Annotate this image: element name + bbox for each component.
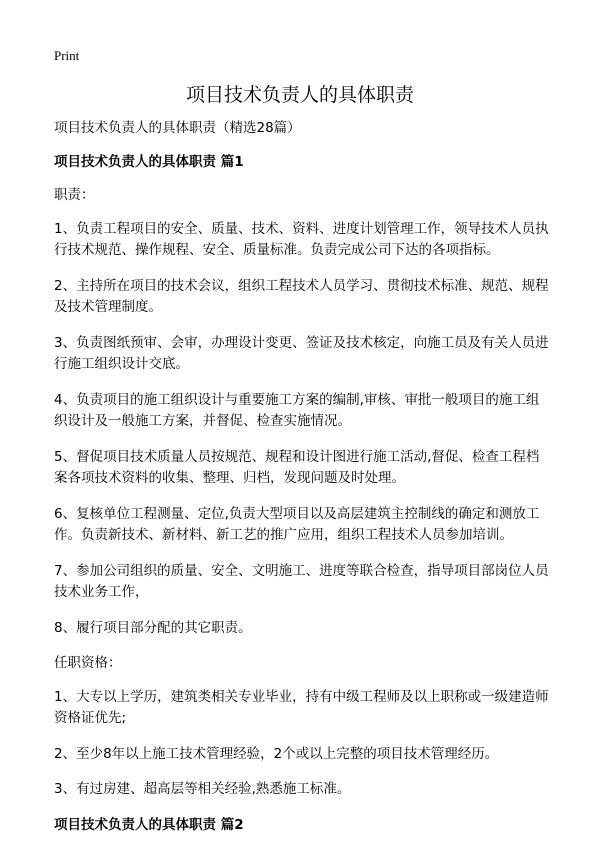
document-body — [54, 118, 549, 848]
duty-item: 2、主持所在项目的技术会议，组织工程技术人员学习、贯彻技术标准、规范、规程及技术管理制度。 — [54, 277, 549, 315]
qualification-item: 1、大专以上学历，建筑类相关专业毕业，持有中级工程师及以上职称或一级建造师资格证优先; — [54, 688, 549, 726]
duties-label: 职责： — [54, 187, 95, 203]
duty-item: 7、参加公司组织的质量、安全、文明施工、进度等联合检查，指导项目部岗位人员技术业务工作， — [54, 562, 549, 600]
section-heading: 项目技术负责人的具体职责 篇2 — [54, 816, 244, 833]
duty-item: 4、负责项目的施工组织设计与重要施工方案的编制,审核、审批一般项目的施工组织设计及一般施工方案，并督促、检查实施情况。 — [54, 391, 540, 429]
duty-item: 6、复核单位工程测量、定位,负责大型项目以及高层建筑主控制线的确定和测放工作。负责新技术、新材料、新工艺的推广应用，组织工程技术人员参加培训。 — [54, 505, 540, 543]
duty-item: 3、负责图纸预审、会审，办理设计变更、签证及技术核定，向施工员及有关人员进行施工组织设计交底。 — [54, 334, 549, 372]
qualification-item: 3、有过房建、超高层等相关经验,熟悉施工标准。 — [54, 781, 351, 797]
document-subtitle: 项目技术负责人的具体职责（精选28篇） — [54, 120, 301, 136]
duty-item: 8、履行项目部分配的其它职责。 — [54, 619, 252, 636]
print-label: Print — [54, 48, 80, 63]
section-heading: 项目技术负责人的具体职责 篇1 — [54, 153, 244, 170]
qualifications-label: 任职资格： — [54, 655, 122, 671]
qualification-item: 2、至少8年以上施工技术管理经验，2个或以上完整的项目技术管理经历。 — [54, 745, 499, 762]
document-title: 项目技术负责人的具体职责 — [185, 84, 414, 106]
duty-item: 5、督促项目技术质量人员按规范、规程和设计图进行施工活动,督促、检查工程档案各项技术资料的收集、整理、归档，发现问题及时处理。 — [54, 448, 540, 486]
duty-item: 1、负责工程项目的安全、质量、技术、资料、进度计划管理工作，领导技术人员执行技术规范、操作规程、安全、质量标准。负责完成公司下达的各项指标。 — [54, 220, 549, 258]
